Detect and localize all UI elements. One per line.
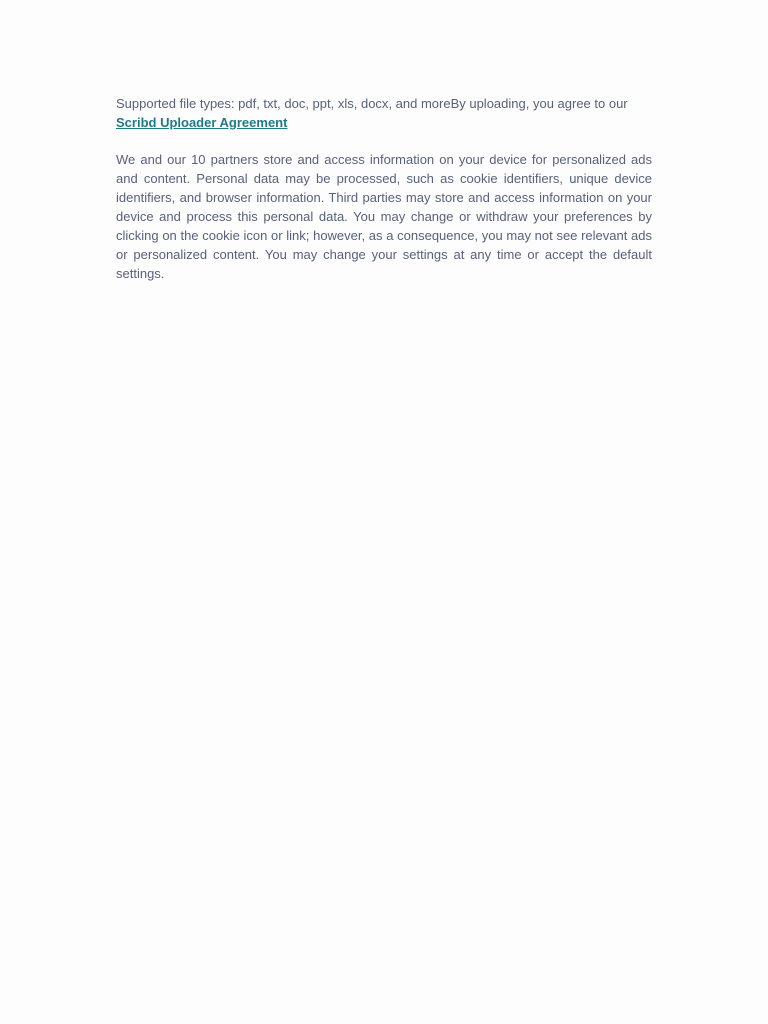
- upload-note: [116, 94, 652, 132]
- upload-info-panel: [116, 94, 652, 283]
- supported-file-types-text: Supported file types: pdf, txt, doc, ppt, xls, docx, and moreBy uploading, you agree to our: [116, 96, 628, 111]
- cookie-consent-text: We and our 10 partners store and access information on your device for personalized ads and content. Personal data may be processed, such as cookie identifiers, unique device identifiers, and browser information. Third parties may store and access information on your device and process this personal data. You may change or withdraw your preferences by clicking on the cookie icon or link; however, as a consequence, you may not see relevant ads or personalized content. You may change your settings at any time or accept the default settings.: [116, 152, 652, 281]
- uploader-agreement-link[interactable]: Scribd Uploader Agreement: [116, 115, 288, 130]
